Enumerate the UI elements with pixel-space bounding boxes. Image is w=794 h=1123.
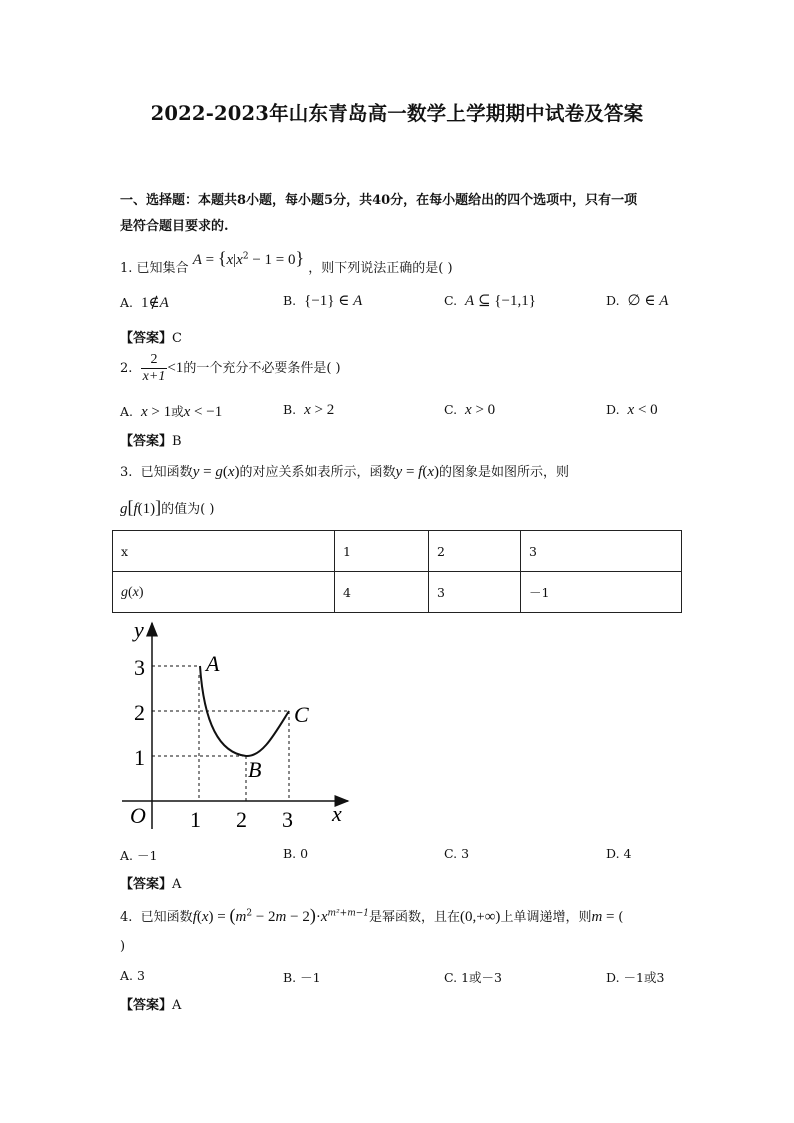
question-2: 2. $\frac{2}{x+1}$ <1的一个充分不必要条件是( ) (120, 352, 341, 384)
y-tick-1: 1 (134, 745, 145, 770)
y-tick-2: 2 (134, 700, 145, 725)
question-1 (120, 248, 453, 277)
q3-option-c: C. 3 (444, 846, 470, 861)
table-cell-label: g(x) (113, 572, 335, 613)
q3-option-d: D. 4 (606, 846, 632, 861)
section-header-line2: 是符合题目要求的. (120, 219, 229, 234)
q1-answer: 【答案】C (120, 331, 182, 346)
q4-option-c: C. 1或－3 (444, 970, 502, 985)
page-title: 2022-2023年山东青岛高一数学上学期期中试卷及答案 (150, 102, 644, 125)
q4-option-a: A. 3 (120, 968, 145, 983)
q3-option-b: B. 0 (283, 846, 309, 861)
fraction-formula: $\frac{2}{x+1}$ (142, 352, 166, 384)
table-row (113, 572, 682, 613)
q4-answer: 【答案】A (120, 998, 182, 1013)
point-a-label: A (206, 651, 220, 676)
x-tick-1: 1 (190, 807, 201, 832)
q1-option-b: B. {−1} ∈ A (283, 293, 363, 309)
q3-option-a: A. －1 (120, 848, 158, 863)
table-header-cell: 2 (429, 531, 521, 572)
q2-option-b: B. x > 2 (283, 402, 335, 418)
y-tick-3: 3 (134, 655, 145, 680)
dashed-guides (152, 666, 289, 801)
question-3-line2: g[f(1)]的值为( ) (120, 497, 215, 517)
table-cell: －1 (521, 572, 682, 613)
g-table (112, 530, 682, 613)
table-cell: 3 (429, 572, 521, 613)
table-cell: 4 (335, 572, 429, 613)
question-3: 3. 已知函数y = g(x)的对应关系如表所示，函数y = f(x)的图象是如图所示，则 (120, 464, 570, 480)
question-4: 4. 已知函数$f(x) = (m^2 - 2m - 2)\cdot x^{m^2+m-1}$是幂函数，且在(0,+∞)上单调递增，则m = ( (120, 905, 624, 925)
table-header-cell: x (113, 531, 335, 572)
question-text: 已知集合 (136, 261, 189, 276)
q1-option-c: C. A ⊆ {−1,1} (444, 293, 536, 309)
set-a-formula: $A = \{x|x^2 - 1 = 0\}$ (192, 248, 305, 268)
y-axis-label: y (134, 617, 144, 642)
question-number: 1. (120, 261, 133, 276)
point-b-label: B (248, 757, 262, 782)
question-4-line2: ) (120, 939, 126, 954)
table-row (113, 531, 682, 572)
q3-answer: 【答案】A (120, 877, 182, 892)
q4-option-d: D. －1或3 (606, 970, 665, 985)
q2-answer: 【答案】B (120, 434, 182, 449)
q1-option-d: D. ∅ ∈ A (606, 293, 669, 309)
x-tick-3: 3 (282, 807, 293, 832)
point-c-label: C (294, 702, 309, 727)
q2-option-a: A. x > 1或x < −1 (120, 404, 223, 420)
math: 1 (140, 295, 149, 311)
origin-label: O (130, 803, 146, 828)
x-tick-2: 2 (236, 807, 247, 832)
section-header-line1: 一、选择题：本题共8小题，每小题5分，共40分，在每小题给出的四个选项中，只有一项 (120, 193, 638, 208)
x-axis-label: x (332, 801, 342, 826)
q1-option-a: A. 1∉A (120, 295, 169, 311)
question-number: 2. (120, 361, 133, 376)
question-text: ，则下列说法正确的是( ) (308, 261, 453, 276)
function-graph (112, 615, 362, 835)
table-header-cell: 3 (521, 531, 682, 572)
question-text: 的一个充分不必要条件是( ) (183, 361, 341, 376)
q2-option-c: C. x > 0 (444, 402, 496, 418)
table-header-cell: 1 (335, 531, 429, 572)
q2-option-d: D. x < 0 (606, 402, 658, 418)
q4-option-b: B. －1 (283, 970, 321, 985)
